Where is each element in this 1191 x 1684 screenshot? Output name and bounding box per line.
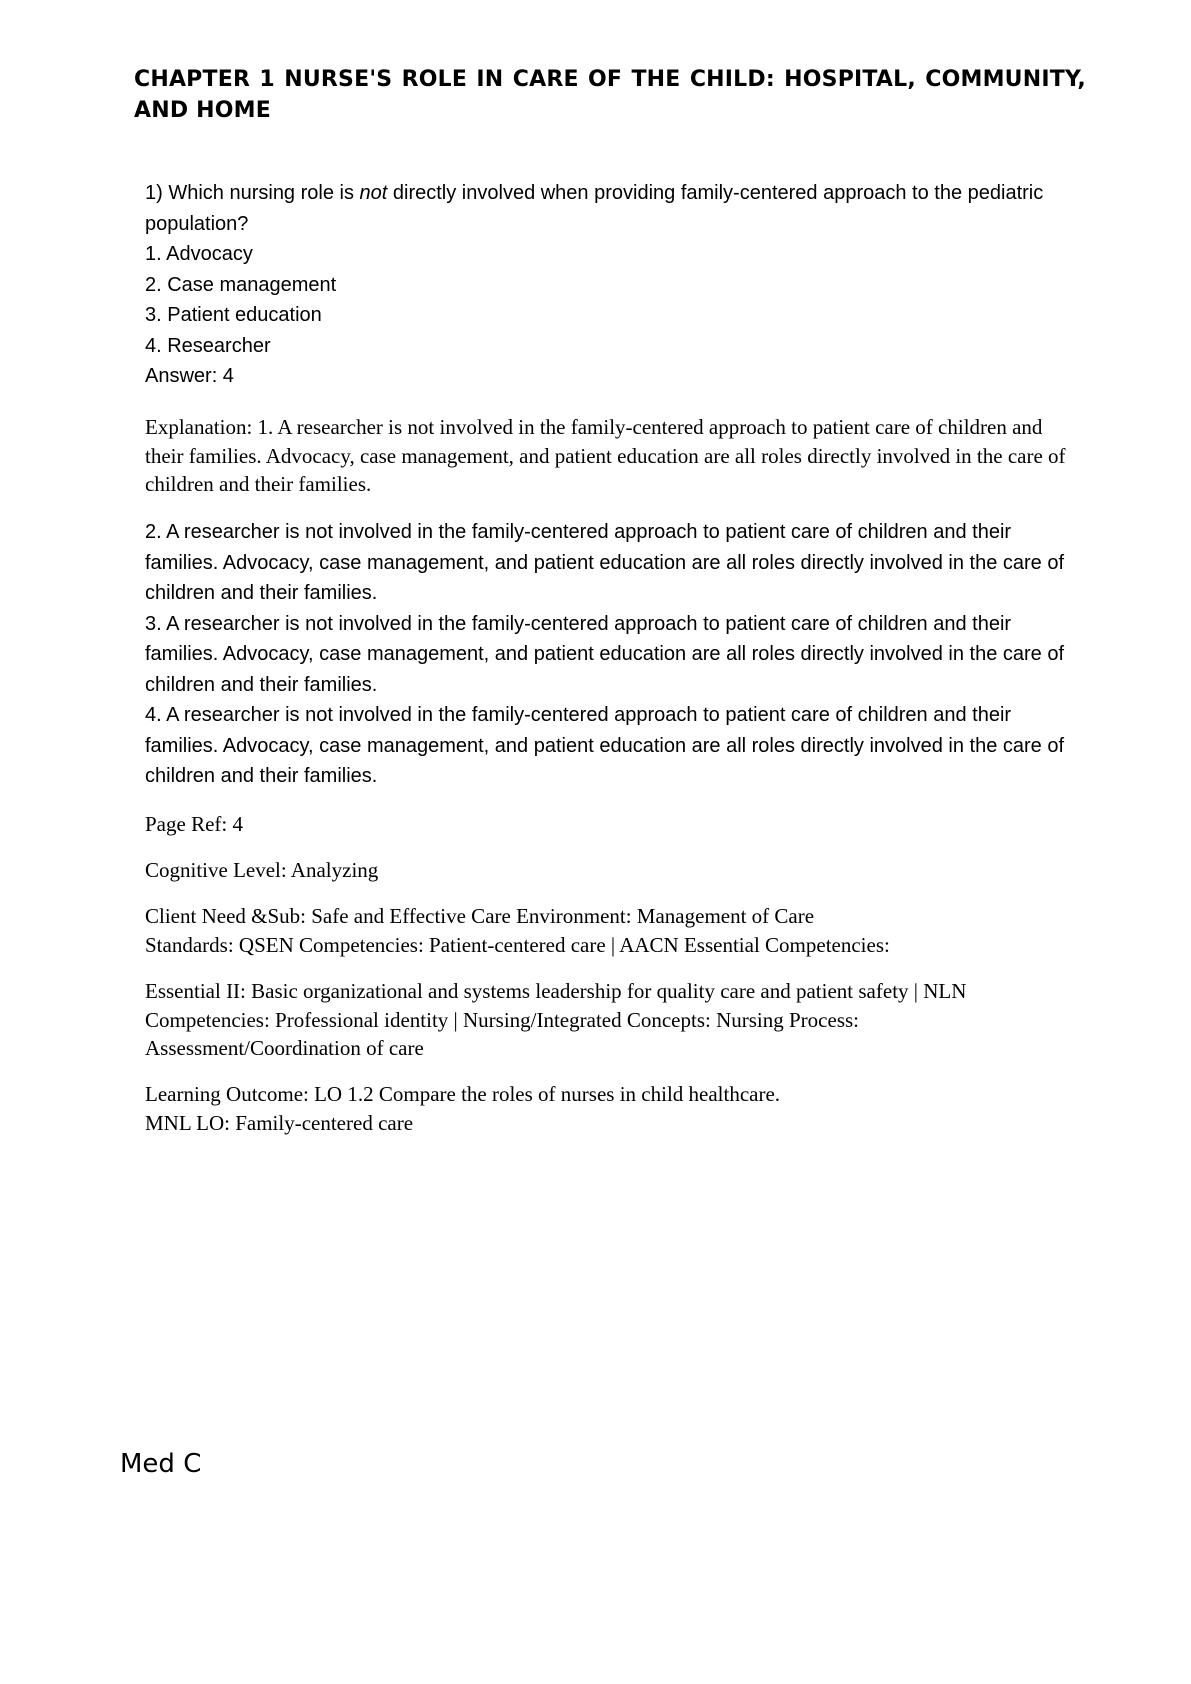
chapter-title: CHAPTER 1 NURSE'S ROLE IN CARE OF THE CHILD: HOSPITAL, COMMUNITY, AND HOME bbox=[134, 67, 1086, 123]
question-stem bbox=[145, 178, 1065, 239]
footer-mark: Med C bbox=[120, 1449, 202, 1479]
mnl-learning-outcome: MNL LO: Family-centered care bbox=[145, 1110, 414, 1135]
option-item: 4. Researcher bbox=[145, 334, 271, 357]
rationale-list bbox=[145, 517, 1075, 792]
correct-answer: Answer: 4 bbox=[145, 365, 234, 387]
question-stem-emphasis: not bbox=[359, 182, 388, 204]
question-block bbox=[145, 178, 1065, 392]
rationale-item: 2. A researcher is not involved in the family-centered approach to patient care of children and their families. Advocacy, case management, and patient education are all roles directly involved in the care of children and their families. bbox=[145, 521, 1065, 604]
page-reference: Page Ref: 4 bbox=[145, 812, 243, 836]
question-stem-start: 1) Which nursing role is bbox=[145, 182, 360, 204]
rationale-item: 3. A researcher is not involved in the family-centered approach to patient care of children and their families. Advocacy, case management, and patient education are all roles directly involved in the care of children and their families. bbox=[145, 612, 1065, 696]
essential-competencies: Essential II: Basic organizational and systems leadership for quality care and patient safety | NLN Competencies: Professional identity | Nursing/Integrated Concepts: Nursing Process: Assessment/Coordination of care bbox=[145, 979, 967, 1060]
standards: Standards: QSEN Competencies: Patient-centered care | AACN Essential Competencies: bbox=[145, 932, 890, 957]
learning-outcome: Learning Outcome: LO 1.2 Compare the roles of nurses in child healthcare. bbox=[145, 1082, 781, 1106]
rationale-item: 4. A researcher is not involved in the family-centered approach to patient care of children and their families. Advocacy, case management, and patient education are all roles directly involved in the care of children and their families. bbox=[145, 704, 1065, 787]
learning-outcome-block bbox=[145, 1080, 1075, 1137]
explanation: Explanation: 1. A researcher is not involved in the family-centered approach to patient care of children and their families. Advocacy, case management, and patient education are all roles directly involved in the care of children and their families. bbox=[145, 415, 1066, 496]
answer-options bbox=[145, 239, 1065, 361]
option-item: 1. Advocacy bbox=[145, 243, 253, 265]
cognitive-level: Cognitive Level: Analyzing bbox=[145, 858, 379, 882]
client-need-block bbox=[145, 902, 1075, 959]
client-need: Client Need &Sub: Safe and Effective Care Environment: Management of Care bbox=[145, 904, 815, 928]
question-stem-end: directly involved when providing family-centered approach to the pediatric population? bbox=[145, 182, 1044, 235]
option-item: 2. Case management bbox=[145, 273, 337, 296]
option-item: 3. Patient education bbox=[145, 304, 322, 326]
